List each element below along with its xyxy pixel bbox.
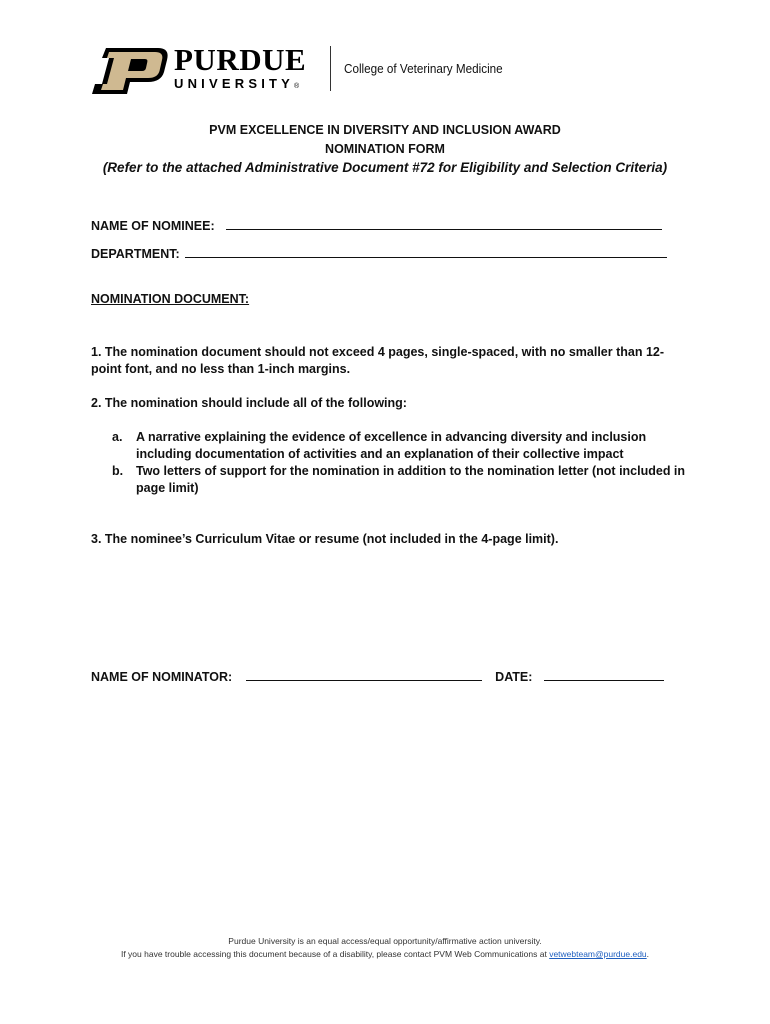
wordmark-purdue: PURDUE — [174, 42, 307, 77]
email-link[interactable]: vetwebteam@purdue.edu — [549, 949, 647, 959]
purdue-logo — [92, 44, 512, 94]
wordmark-university: UNIVERSITY — [174, 76, 295, 91]
wordmark — [174, 44, 306, 94]
nominator-label: NAME OF NOMINATOR: — [91, 670, 233, 684]
footer-equal-access: Purdue University is an equal access/equal opportunity/affirmative action university. — [228, 936, 542, 946]
department-label: DEPARTMENT: — [91, 247, 180, 261]
award-title: PVM EXCELLENCE IN DIVERSITY AND INCLUSION AWARD — [209, 123, 561, 137]
date-input-line[interactable] — [544, 670, 664, 681]
item-2: 2. The nomination should include all of the following: — [91, 396, 407, 410]
form-title: NOMINATION FORM — [325, 142, 445, 156]
department-field — [91, 247, 667, 261]
sub-list — [91, 429, 691, 497]
footer-accessibility — [0, 949, 770, 959]
nomination-heading: NOMINATION DOCUMENT: — [91, 292, 250, 306]
footer-suffix: . — [646, 949, 650, 959]
nominee-label: NAME OF NOMINEE: — [91, 219, 215, 233]
nominee-field — [91, 219, 662, 233]
nominator-input-line[interactable] — [246, 670, 482, 681]
purdue-p-logo-icon — [92, 48, 168, 94]
college-name: College of Veterinary Medicine — [344, 61, 503, 76]
item-3: 3. The nominee’s Curriculum Vitae or resume (not included in the 4-page limit). — [91, 532, 559, 546]
sub-item-a-text: A narrative explaining the evidence of excellence in advancing diversity and inclusion including documentation of activities and an explanation of their collective impact — [136, 430, 647, 461]
sub-item-b — [91, 463, 691, 497]
department-input-line[interactable] — [185, 247, 667, 258]
footer-accessibility-text: If you have trouble accessing this document because of a disability, please contact PVM Web Communications at — [120, 949, 550, 959]
date-label: DATE: — [495, 670, 533, 684]
sub-item-a-marker: a. — [112, 430, 123, 444]
sub-item-b-text: Two letters of support for the nomination in addition to the nomination letter (not included in page limit) — [136, 464, 686, 495]
criteria-note: (Refer to the attached Administrative Document #72 for Eligibility and Selection Criteria) — [102, 160, 668, 175]
registered-mark: ® — [294, 83, 300, 90]
logo-divider — [330, 46, 331, 91]
sub-item-b-marker: b. — [112, 464, 124, 478]
nominator-field — [91, 670, 664, 684]
sub-item-a — [91, 429, 691, 463]
item-1: 1. The nomination document should not exceed 4 pages, single-spaced, with no smaller than 12-point font, and no less than 1-inch margins. — [91, 345, 665, 376]
nominee-input-line[interactable] — [226, 219, 662, 230]
